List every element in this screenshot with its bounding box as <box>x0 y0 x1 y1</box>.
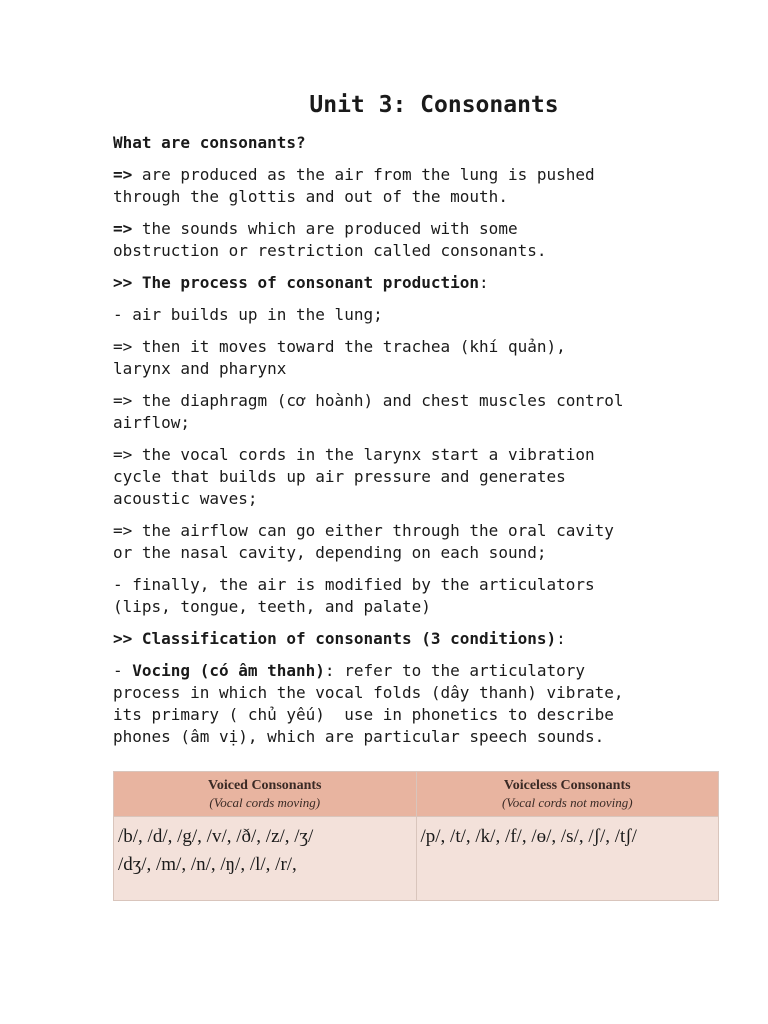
voiced-header-title: Voiced Consonants <box>208 778 322 793</box>
voiced-list-line: /dʒ/, /m/, /n/, /ŋ/, /l/, /r/, <box>118 854 297 875</box>
process-step: - finally, the air is modified by the articulators (lips, tongue, teeth, and palate) <box>113 575 595 616</box>
voiceless-header-sub: (Vocal cords not moving) <box>501 795 633 810</box>
process-step: - air builds up in the lung; <box>113 305 383 324</box>
consonant-table <box>113 771 719 901</box>
voicing-text: : refer to the articulatory process in which the vocal folds (dây thanh) vibrate, its primary ( chủ yếu) use in phonetics to describe phones (âm vị), which are particular speech sounds. <box>113 661 624 746</box>
arrow-marker: => <box>113 165 133 184</box>
question-heading: What are consonants? <box>113 133 306 152</box>
voiceless-header-title: Voiceless Consonants <box>503 778 631 793</box>
process-step: => the vocal cords in the larynx start a vibration cycle that builds up air pressure and generates acoustic waves; <box>113 445 595 508</box>
process-step: => then it moves toward the trachea (khí quản), larynx and pharynx <box>113 337 566 378</box>
process-heading: >> The process of consonant production: <box>113 273 489 292</box>
classification-heading: >> Classification of consonants (3 conditions): <box>113 629 566 648</box>
voiced-cell <box>114 817 417 901</box>
classification-heading-text: >> Classification of consonants (3 conditions) <box>113 629 557 648</box>
definition-2-text: the sounds which are produced with some obstruction or restriction called consonants. <box>113 219 547 260</box>
process-heading-text: >> The process of consonant production <box>113 273 480 292</box>
arrow-marker: => <box>113 219 133 238</box>
document-body <box>113 90 713 758</box>
voiced-list-line: /b/, /d/, /g/, /v/, /ð/, /z/, /ʒ/ <box>118 826 314 847</box>
process-step: => the diaphragm (cơ hoành) and chest muscles control airflow; <box>113 391 624 432</box>
voiceless-cell <box>416 817 719 901</box>
voicing-term: Vocing (có âm thanh) <box>132 661 325 680</box>
page-title: Unit 3: Consonants <box>309 92 559 118</box>
definition-1-text: are produced as the air from the lung is pushed through the glottis and out of the mouth. <box>113 165 595 206</box>
voiced-header-sub: (Vocal cords moving) <box>209 795 321 810</box>
voicing-paragraph: - Vocing (có âm thanh): refer to the articulatory process in which the vocal folds (dây thanh) vibrate, its primary ( chủ yếu) use in phonetics to describe phones (âm vị), which are particular speech sounds. <box>113 661 624 746</box>
definition-1 <box>113 164 713 208</box>
definition-2 <box>113 218 713 262</box>
process-step: => the airflow can go either through the oral cavity or the nasal cavity, depending on each sound; <box>113 521 614 562</box>
voiced-header <box>114 772 417 817</box>
voiceless-header <box>416 772 719 817</box>
voiceless-list-line: /p/, /t/, /k/, /f/, /ɵ/, /s/, /ʃ/, /tʃ/ <box>420 826 637 847</box>
